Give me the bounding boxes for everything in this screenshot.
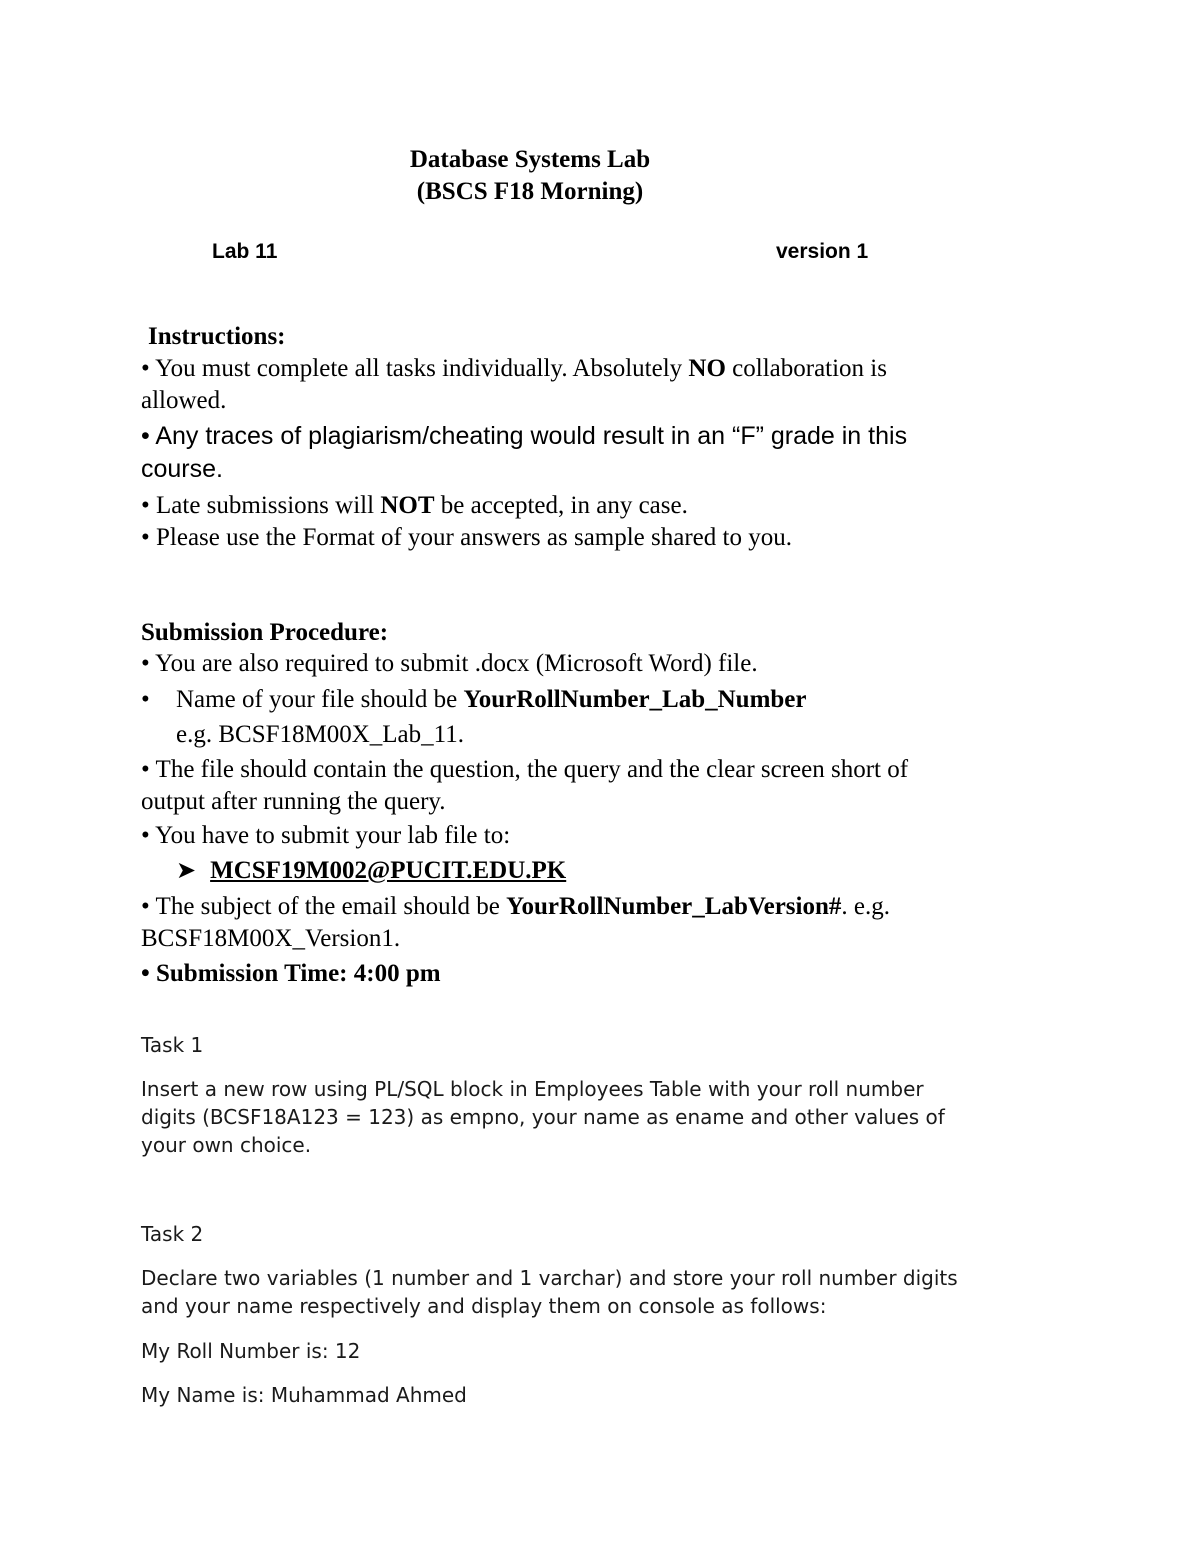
submission-2-filename: YourRollNumber_Lab_Number bbox=[463, 686, 807, 713]
instruction-1-emphasis: NO bbox=[688, 355, 726, 382]
document-subtitle: (BSCS F18 Morning) bbox=[416, 178, 644, 205]
arrow-right-icon: ➤ bbox=[176, 856, 197, 884]
task-2-output-roll: My Roll Number is: 12 bbox=[141, 1339, 361, 1363]
instruction-2-line-2: course. bbox=[141, 455, 223, 483]
instruction-item-1 bbox=[141, 353, 1141, 417]
submission-time: • Submission Time: 4:00 pm bbox=[141, 960, 441, 987]
submission-5-text: • The subject of the email should be bbox=[141, 893, 507, 920]
lab-number: Lab 11 bbox=[212, 240, 278, 263]
submission-item-2-example: e.g. BCSF18M00X_Lab_11. bbox=[176, 721, 464, 748]
task-2-line: Declare two variables (1 number and 1 varchar) and store your roll number digits bbox=[141, 1266, 958, 1290]
instruction-3-text: • Late submissions will bbox=[141, 492, 381, 519]
task-2-title: Task 2 bbox=[141, 1222, 204, 1246]
submission-email-link[interactable]: MCSF19M002@PUCIT.EDU.PK bbox=[210, 857, 567, 884]
submission-3-line-1: • The file should contain the question, the query and the clear screen short of bbox=[141, 756, 909, 783]
submission-item-2 bbox=[176, 684, 1076, 716]
document-title-block bbox=[330, 144, 730, 208]
instruction-item-4: • Please use the Format of your answers as sample shared to you. bbox=[141, 524, 792, 551]
instruction-1-text-end: collaboration is bbox=[725, 355, 887, 382]
submission-item-2-bullet: • bbox=[141, 686, 150, 713]
submission-2-text: Name of your file should be bbox=[176, 686, 464, 713]
document-title: Database Systems Lab bbox=[409, 146, 651, 173]
instructions-heading: Instructions: bbox=[148, 323, 286, 350]
instruction-1-continuation: allowed. bbox=[141, 387, 227, 414]
instruction-1-text: • You must complete all tasks individually. Absolutely bbox=[141, 355, 689, 382]
instruction-2-line-1: • Any traces of plagiarism/cheating would result in an “F” grade in this bbox=[141, 422, 908, 450]
submission-item-5 bbox=[141, 891, 1141, 955]
submission-item-1: • You are also required to submit .docx (Microsoft Word) file. bbox=[141, 650, 758, 677]
task-1-title: Task 1 bbox=[141, 1033, 204, 1057]
task-2-output-name: My Name is: Muhammad Ahmed bbox=[141, 1383, 467, 1407]
instruction-item-2 bbox=[141, 420, 1141, 486]
task-2-line: and your name respectively and display them on console as follows: bbox=[141, 1294, 827, 1318]
email-row bbox=[176, 855, 566, 887]
task-2-description bbox=[141, 1264, 1101, 1320]
task-1-line: digits (BCSF18A123 = 123) as empno, your name as ename and other values of bbox=[141, 1105, 945, 1129]
submission-5-subject: YourRollNumber_LabVersion# bbox=[506, 893, 842, 920]
instruction-3-text-end: be accepted, in any case. bbox=[434, 492, 688, 519]
submission-3-line-2: output after running the query. bbox=[141, 788, 446, 815]
submission-heading: Submission Procedure: bbox=[141, 619, 389, 646]
task-1-line: Insert a new row using PL/SQL block in Employees Table with your roll number bbox=[141, 1077, 924, 1101]
submission-item-4: • You have to submit your lab file to: bbox=[141, 822, 511, 849]
submission-5-text-end: . e.g. bbox=[841, 893, 890, 920]
task-1-description bbox=[141, 1075, 1101, 1159]
submission-5-line-2: BCSF18M00X_Version1. bbox=[141, 925, 401, 952]
task-1-line: your own choice. bbox=[141, 1133, 312, 1157]
instruction-item-3 bbox=[141, 490, 1141, 522]
instruction-3-emphasis: NOT bbox=[380, 492, 435, 519]
submission-item-3 bbox=[141, 754, 1141, 818]
lab-version: version 1 bbox=[776, 240, 869, 263]
